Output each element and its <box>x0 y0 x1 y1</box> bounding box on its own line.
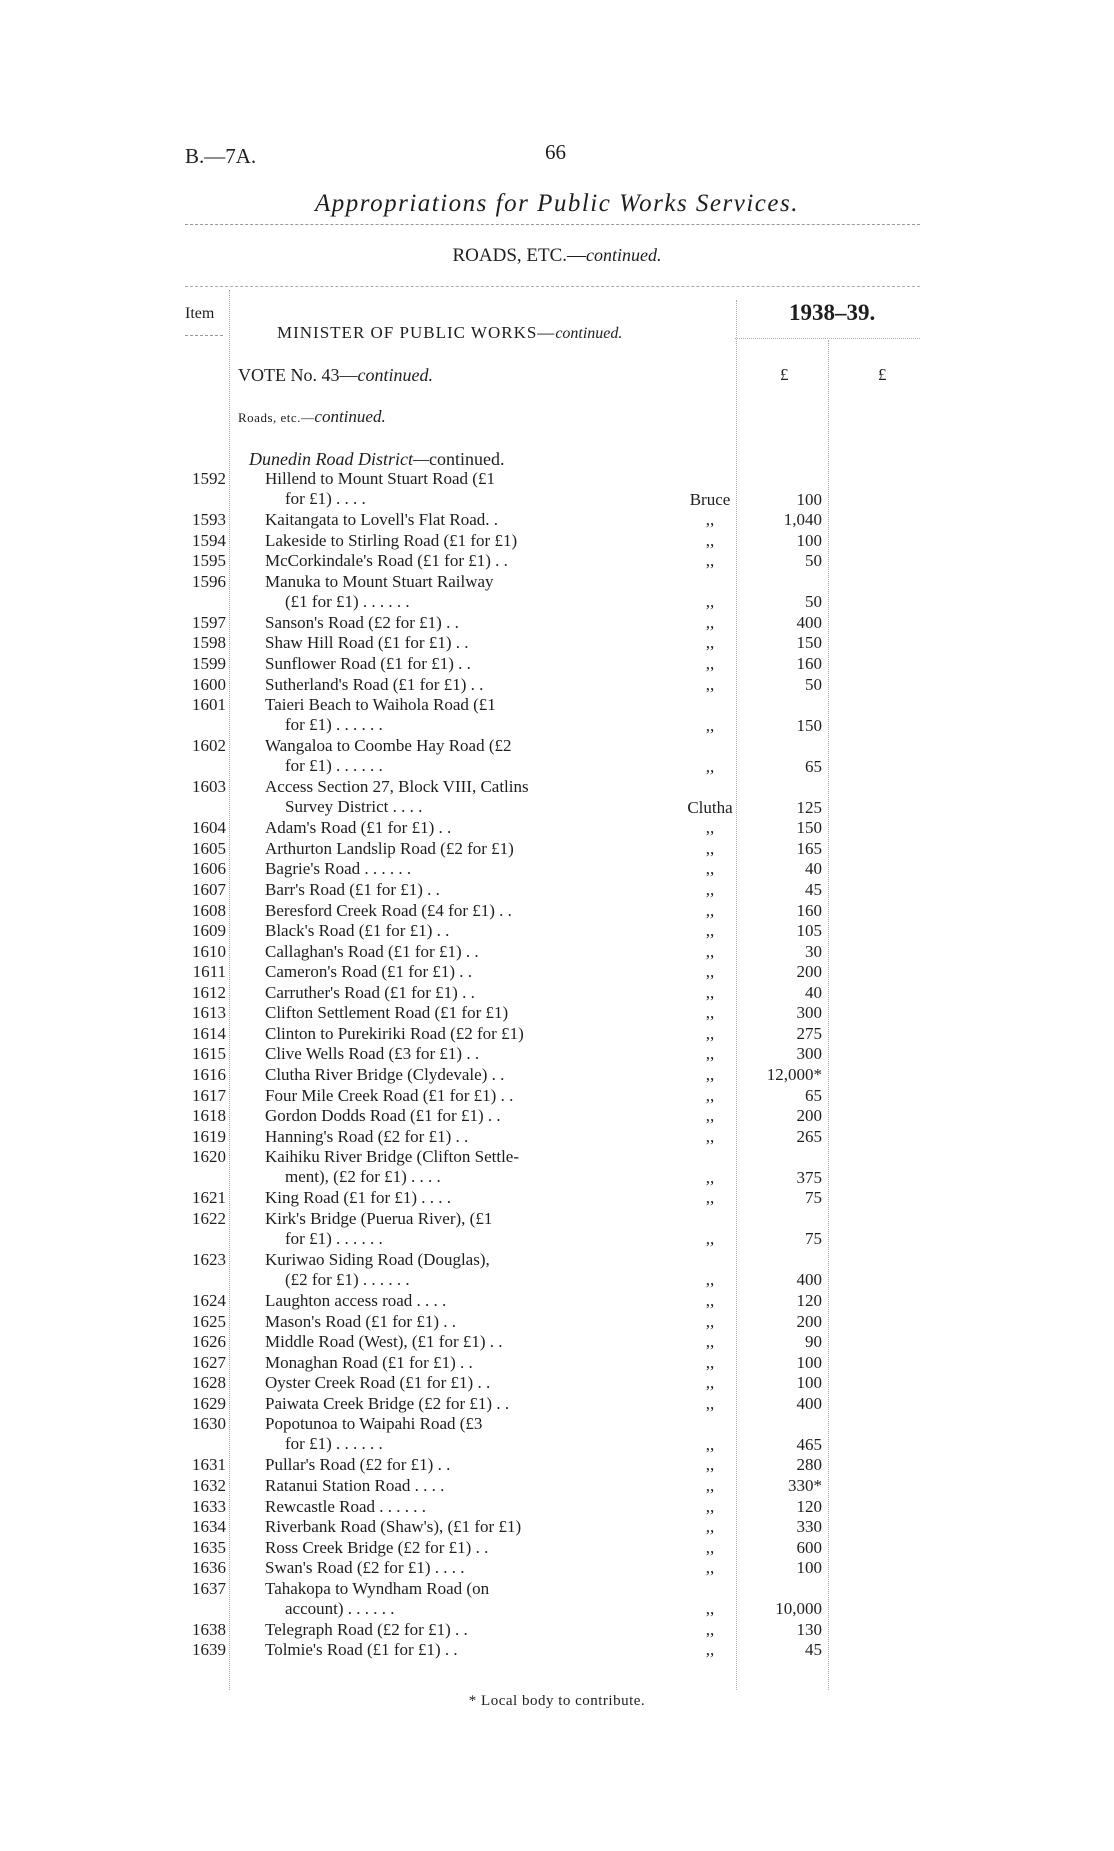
amount: 100 <box>796 489 822 509</box>
item-number: 1592 <box>192 469 226 488</box>
item-description <box>265 777 575 817</box>
item-description <box>265 633 575 653</box>
amount: 50 <box>805 674 822 694</box>
item-description <box>265 1044 575 1064</box>
amount-column-divider <box>828 340 829 1690</box>
description-line: Beresford Creek Road (£4 for £1) . . <box>265 900 512 920</box>
item-number: 1615 <box>192 1044 226 1064</box>
item-description <box>265 613 575 633</box>
amount: 75 <box>805 1229 822 1249</box>
county: ,, <box>705 1188 715 1208</box>
county: ,, <box>705 1106 715 1126</box>
county: ,, <box>705 1085 715 1105</box>
amount: 45 <box>805 1640 822 1660</box>
item-number: 1603 <box>192 777 226 797</box>
description-line: Cameron's Road (£1 for £1) . . <box>265 962 473 982</box>
description-line: Survey District . . . . <box>285 797 423 817</box>
description-line: McCorkindale's Road (£1 for £1) . . <box>265 551 508 571</box>
county: ,, <box>705 551 715 571</box>
amount: 150 <box>796 715 822 735</box>
item-description <box>265 1065 575 1085</box>
item-number: 1628 <box>192 1373 226 1393</box>
county: ,, <box>705 1126 715 1146</box>
item-column-divider <box>229 290 230 1690</box>
county: ,, <box>705 756 715 776</box>
item-description <box>265 859 575 879</box>
page-number: 66 <box>545 140 566 164</box>
description-line: Tahakopa to Wyndham Road (on <box>265 1578 490 1598</box>
amount: 200 <box>796 1311 822 1331</box>
amount: 45 <box>805 880 822 899</box>
description-line: Hillend to Mount Stuart Road (£1 <box>265 469 495 488</box>
description-line: Pullar's Road (£2 for £1) . . <box>265 1455 451 1475</box>
amount: 160 <box>796 653 822 673</box>
item-number: 1626 <box>192 1332 226 1352</box>
county: ,, <box>705 1475 715 1495</box>
county: ,, <box>705 1434 715 1454</box>
district-name: Dunedin Road District— <box>249 449 429 469</box>
description-line: for £1) . . . . . . <box>285 756 383 776</box>
item-number: 1610 <box>192 941 226 961</box>
vote-heading-continued: continued. <box>357 365 433 385</box>
description-line: Sunflower Road (£1 for £1) . . <box>265 653 471 673</box>
item-number: 1597 <box>192 612 226 632</box>
item-description <box>265 1353 575 1373</box>
county: ,, <box>705 838 715 858</box>
amount: 120 <box>796 1291 822 1310</box>
county: ,, <box>705 1332 715 1352</box>
item-number: 1632 <box>192 1475 226 1495</box>
description-line: Bagrie's Road . . . . . . <box>265 859 412 879</box>
amount: 40 <box>805 982 822 1002</box>
county: ,, <box>705 1619 715 1639</box>
description-line: Clifton Settlement Road (£1 for £1) <box>265 1003 509 1023</box>
county: ,, <box>705 941 715 961</box>
item-number: 1638 <box>192 1619 226 1639</box>
item-description <box>265 1455 575 1475</box>
county: ,, <box>705 921 715 941</box>
item-number: 1633 <box>192 1496 226 1516</box>
amount: 160 <box>796 900 822 920</box>
county: ,, <box>705 818 715 838</box>
description-line: Arthurton Landslip Road (£2 for £1) <box>265 838 514 858</box>
item-description <box>265 572 575 612</box>
county: ,, <box>705 1311 715 1331</box>
item-description <box>265 510 575 530</box>
description-line: Black's Road (£1 for £1) . . <box>265 921 450 941</box>
amount: 12,000* <box>766 1064 822 1084</box>
item-number: 1596 <box>192 571 226 591</box>
description-line: Barr's Road (£1 for £1) . . <box>265 880 440 899</box>
item-number: 1629 <box>192 1393 226 1413</box>
item-number: 1630 <box>192 1414 226 1434</box>
item-column-header: Item <box>185 305 215 322</box>
year-rule <box>735 338 920 339</box>
amount: 150 <box>796 818 822 838</box>
item-description <box>265 1209 575 1249</box>
vote-heading <box>238 365 433 386</box>
amount: 75 <box>805 1188 822 1208</box>
description-line: Clinton to Purekiriki Road (£2 for £1) <box>265 1023 524 1043</box>
amount: 280 <box>796 1455 822 1475</box>
county: ,, <box>705 1496 715 1516</box>
county: ,, <box>705 1599 715 1619</box>
item-number: 1611 <box>192 962 226 982</box>
amount: 120 <box>796 1496 822 1516</box>
item-number: 1634 <box>192 1517 226 1537</box>
description-line: Wangaloa to Coombe Hay Road (£2 <box>265 736 512 756</box>
section-heading-main: ROADS, ETC.— <box>452 245 587 266</box>
amount: 100 <box>796 1373 822 1393</box>
description-line: Kuriwao Siding Road (Douglas), <box>265 1249 490 1269</box>
description-line: Callaghan's Road (£1 for £1) . . <box>265 941 479 961</box>
item-description <box>265 1538 575 1558</box>
item-number: 1605 <box>192 838 226 858</box>
amount: 200 <box>796 1106 822 1126</box>
page-title: Appropriations for Public Works Services. <box>315 190 799 217</box>
description-line: Ratanui Station Road . . . . <box>265 1475 445 1495</box>
description-line: Laughton access road . . . . <box>265 1291 447 1310</box>
item-description <box>265 1414 575 1454</box>
county: ,, <box>705 715 715 735</box>
description-line: Adam's Road (£1 for £1) . . <box>265 818 452 838</box>
county: ,, <box>705 592 715 612</box>
amount: 50 <box>805 551 822 571</box>
county: ,, <box>705 859 715 879</box>
amount: 150 <box>796 633 822 653</box>
amount: 465 <box>796 1434 822 1454</box>
item-description <box>265 469 575 509</box>
item-description <box>265 1106 575 1126</box>
amount: 400 <box>796 1393 822 1413</box>
item-description <box>265 1086 575 1106</box>
county: ,, <box>705 1455 715 1475</box>
item-number: 1614 <box>192 1023 226 1043</box>
description-line: Middle Road (West), (£1 for £1) . . <box>265 1332 503 1352</box>
amount: 10,000 <box>775 1599 822 1619</box>
item-number: 1623 <box>192 1249 226 1269</box>
subhead-roads-main: Roads, etc.— <box>238 410 315 425</box>
item-number: 1616 <box>192 1064 226 1084</box>
item-description <box>265 551 575 571</box>
description-line: Telegraph Road (£2 for £1) . . <box>265 1619 468 1639</box>
item-description <box>265 1620 575 1640</box>
description-line: Sanson's Road (£2 for £1) . . <box>265 612 459 632</box>
description-line: Taieri Beach to Waihola Road (£1 <box>265 695 496 715</box>
description-line: (£1 for £1) . . . . . . <box>285 591 410 611</box>
amount: 330 <box>796 1517 822 1537</box>
county: ,, <box>705 612 715 632</box>
item-description <box>265 1373 575 1393</box>
amount: 100 <box>796 1558 822 1578</box>
item-header-rule <box>185 335 223 336</box>
amount: 130 <box>796 1619 822 1639</box>
item-description <box>265 531 575 551</box>
item-description <box>265 901 575 921</box>
county: ,, <box>705 1558 715 1578</box>
item-description <box>265 1147 575 1187</box>
description-line: ment), (£2 for £1) . . . . <box>285 1167 441 1187</box>
item-number: 1609 <box>192 921 226 941</box>
item-description <box>265 695 575 735</box>
description-line: Rewcastle Road . . . . . . <box>265 1496 426 1516</box>
amount: 200 <box>796 962 822 982</box>
item-description <box>265 942 575 962</box>
amount: 300 <box>796 1044 822 1064</box>
amount: 375 <box>796 1167 822 1187</box>
amount: 165 <box>796 838 822 858</box>
amount: 90 <box>805 1332 822 1352</box>
item-description <box>265 1476 575 1496</box>
county: ,, <box>705 530 715 550</box>
amount: 330* <box>788 1475 822 1495</box>
county: ,, <box>705 900 715 920</box>
amount: 100 <box>796 530 822 550</box>
item-description <box>265 1517 575 1537</box>
item-number: 1621 <box>192 1188 226 1208</box>
title-divider <box>185 224 920 225</box>
ministry-heading-main: MINISTER OF PUBLIC WORKS— <box>277 323 556 342</box>
section-divider <box>185 286 920 287</box>
item-description <box>265 1332 575 1352</box>
ministry-heading-continued: continued. <box>555 325 623 342</box>
item-description <box>265 1250 575 1290</box>
county: ,, <box>705 1291 715 1310</box>
item-description <box>265 839 575 859</box>
item-description <box>265 962 575 982</box>
item-number: 1600 <box>192 674 226 694</box>
item-description <box>265 675 575 695</box>
description-line: Hanning's Road (£2 for £1) . . <box>265 1126 469 1146</box>
item-description <box>265 1312 575 1332</box>
item-number: 1607 <box>192 880 226 899</box>
county: ,, <box>705 1517 715 1537</box>
item-description <box>265 1394 575 1414</box>
item-number: 1637 <box>192 1578 226 1598</box>
amount: 265 <box>796 1126 822 1146</box>
amount: 125 <box>796 797 822 817</box>
section-heading <box>0 245 1114 267</box>
item-description <box>265 1558 575 1578</box>
description-line: King Road (£1 for £1) . . . . <box>265 1188 452 1208</box>
footnote: * Local body to contribute. <box>468 1693 646 1709</box>
subhead-roads-continued: continued. <box>314 407 386 426</box>
item-number: 1622 <box>192 1208 226 1228</box>
county: Clutha <box>687 797 733 817</box>
item-number: 1598 <box>192 633 226 653</box>
description-line: Access Section 27, Block VIII, Catlins <box>265 777 529 797</box>
item-number: 1620 <box>192 1147 226 1167</box>
item-number: 1593 <box>192 510 226 530</box>
description-line: account) . . . . . . <box>285 1598 395 1618</box>
description-line: Tolmie's Road (£1 for £1) . . <box>265 1640 458 1660</box>
item-description <box>265 736 575 776</box>
item-number: 1618 <box>192 1106 226 1126</box>
county: ,, <box>705 1023 715 1043</box>
county: ,, <box>705 510 715 530</box>
description-line: Mason's Road (£1 for £1) . . <box>265 1311 456 1331</box>
item-number: 1602 <box>192 736 226 756</box>
amount: 65 <box>805 1085 822 1105</box>
county: ,, <box>705 982 715 1002</box>
county: ,, <box>705 1270 715 1290</box>
county: ,, <box>705 962 715 982</box>
subhead-roads <box>238 407 386 427</box>
item-number: 1612 <box>192 982 226 1002</box>
amount: 100 <box>796 1352 822 1372</box>
currency-label-1: £ <box>780 365 789 384</box>
description-line: Swan's Road (£2 for £1) . . . . <box>265 1558 465 1578</box>
amount: 1,040 <box>783 510 822 530</box>
item-number: 1631 <box>192 1455 226 1475</box>
district-continued: continued. <box>429 449 505 469</box>
amount: 40 <box>805 859 822 879</box>
item-description <box>265 1024 575 1044</box>
item-description <box>265 818 575 838</box>
description-line: Kaitangata to Lovell's Flat Road. . <box>265 510 498 530</box>
item-number: 1613 <box>192 1003 226 1023</box>
item-description <box>265 1127 575 1147</box>
section-heading-continued: continued. <box>586 245 662 265</box>
county: ,, <box>705 1167 715 1187</box>
description-line: Lakeside to Stirling Road (£1 for £1) <box>265 530 518 550</box>
item-number: 1639 <box>192 1640 226 1660</box>
item-number: 1599 <box>192 653 226 673</box>
item-number: 1595 <box>192 551 226 571</box>
county: ,, <box>705 1640 715 1660</box>
description-line: Paiwata Creek Bridge (£2 for £1) . . <box>265 1393 510 1413</box>
description-line: Shaw Hill Road (£1 for £1) . . <box>265 633 469 653</box>
item-description <box>265 1003 575 1023</box>
description-line: for £1) . . . . <box>285 489 366 508</box>
county: Bruce <box>689 489 731 509</box>
item-number: 1619 <box>192 1126 226 1146</box>
item-number: 1635 <box>192 1537 226 1557</box>
item-number: 1636 <box>192 1558 226 1578</box>
amount: 105 <box>796 921 822 941</box>
county: ,, <box>705 1044 715 1064</box>
description-line: Popotunoa to Waipahi Road (£3 <box>265 1414 483 1434</box>
amount: 30 <box>805 941 822 961</box>
item-description <box>265 983 575 1003</box>
description-line: Clive Wells Road (£3 for £1) . . <box>265 1044 480 1064</box>
description-line: Sutherland's Road (£1 for £1) . . <box>265 674 484 694</box>
item-number: 1617 <box>192 1085 226 1105</box>
county: ,, <box>705 1352 715 1372</box>
description-line: Oyster Creek Road (£1 for £1) . . <box>265 1373 491 1393</box>
amount: 300 <box>796 1003 822 1023</box>
description-line: Manuka to Mount Stuart Railway <box>265 571 494 591</box>
item-description <box>265 1291 575 1311</box>
report-reference: B.—7A. <box>185 144 257 168</box>
description-line: (£2 for £1) . . . . . . <box>285 1269 410 1289</box>
amount: 275 <box>796 1023 822 1043</box>
county: ,, <box>705 1373 715 1393</box>
item-description <box>265 654 575 674</box>
description-line: Riverbank Road (Shaw's), (£1 for £1) <box>265 1517 522 1537</box>
description-line: Four Mile Creek Road (£1 for £1) . . <box>265 1085 514 1105</box>
item-description <box>265 921 575 941</box>
vote-heading-main: VOTE No. 43— <box>238 365 358 385</box>
item-description <box>265 1640 575 1660</box>
item-number: 1594 <box>192 530 226 550</box>
description-line: Carruther's Road (£1 for £1) . . <box>265 982 475 1002</box>
amount: 400 <box>796 1270 822 1290</box>
description-line: Clutha River Bridge (Clydevale) . . <box>265 1064 505 1084</box>
county: ,, <box>705 1064 715 1084</box>
item-description <box>265 1188 575 1208</box>
description-line: Kirk's Bridge (Puerua River), (£1 <box>265 1208 493 1228</box>
item-description <box>265 1497 575 1517</box>
description-line: for £1) . . . . . . <box>285 715 383 735</box>
amount: 50 <box>805 592 822 612</box>
description-line: Gordon Dodds Road (£1 for £1) . . <box>265 1106 501 1126</box>
county: ,, <box>705 1537 715 1557</box>
item-description <box>265 1579 575 1619</box>
description-line: Kaihiku River Bridge (Clifton Settle- <box>265 1147 520 1167</box>
ministry-heading <box>277 323 622 343</box>
amount: 65 <box>805 756 822 776</box>
item-number: 1627 <box>192 1352 226 1372</box>
item-number: 1608 <box>192 900 226 920</box>
item-number: 1624 <box>192 1291 226 1310</box>
county: ,, <box>705 1229 715 1249</box>
amount: 600 <box>796 1537 822 1557</box>
description-line: Monaghan Road (£1 for £1) . . <box>265 1352 473 1372</box>
county: ,, <box>705 880 715 899</box>
item-number: 1625 <box>192 1311 226 1331</box>
currency-label-2: £ <box>878 365 887 384</box>
description-line: for £1) . . . . . . <box>285 1228 383 1248</box>
item-number: 1604 <box>192 818 226 838</box>
amount: 400 <box>796 612 822 632</box>
item-number: 1606 <box>192 859 226 879</box>
description-line: for £1) . . . . . . <box>285 1434 383 1454</box>
county: ,, <box>705 1003 715 1023</box>
county: ,, <box>705 633 715 653</box>
county: ,, <box>705 653 715 673</box>
district-heading <box>249 449 504 470</box>
year-heading: 1938–39. <box>789 300 876 325</box>
item-description <box>265 880 575 900</box>
county: ,, <box>705 1393 715 1413</box>
description-line: Ross Creek Bridge (£2 for £1) . . <box>265 1537 489 1557</box>
county: ,, <box>705 674 715 694</box>
item-number: 1601 <box>192 695 226 715</box>
